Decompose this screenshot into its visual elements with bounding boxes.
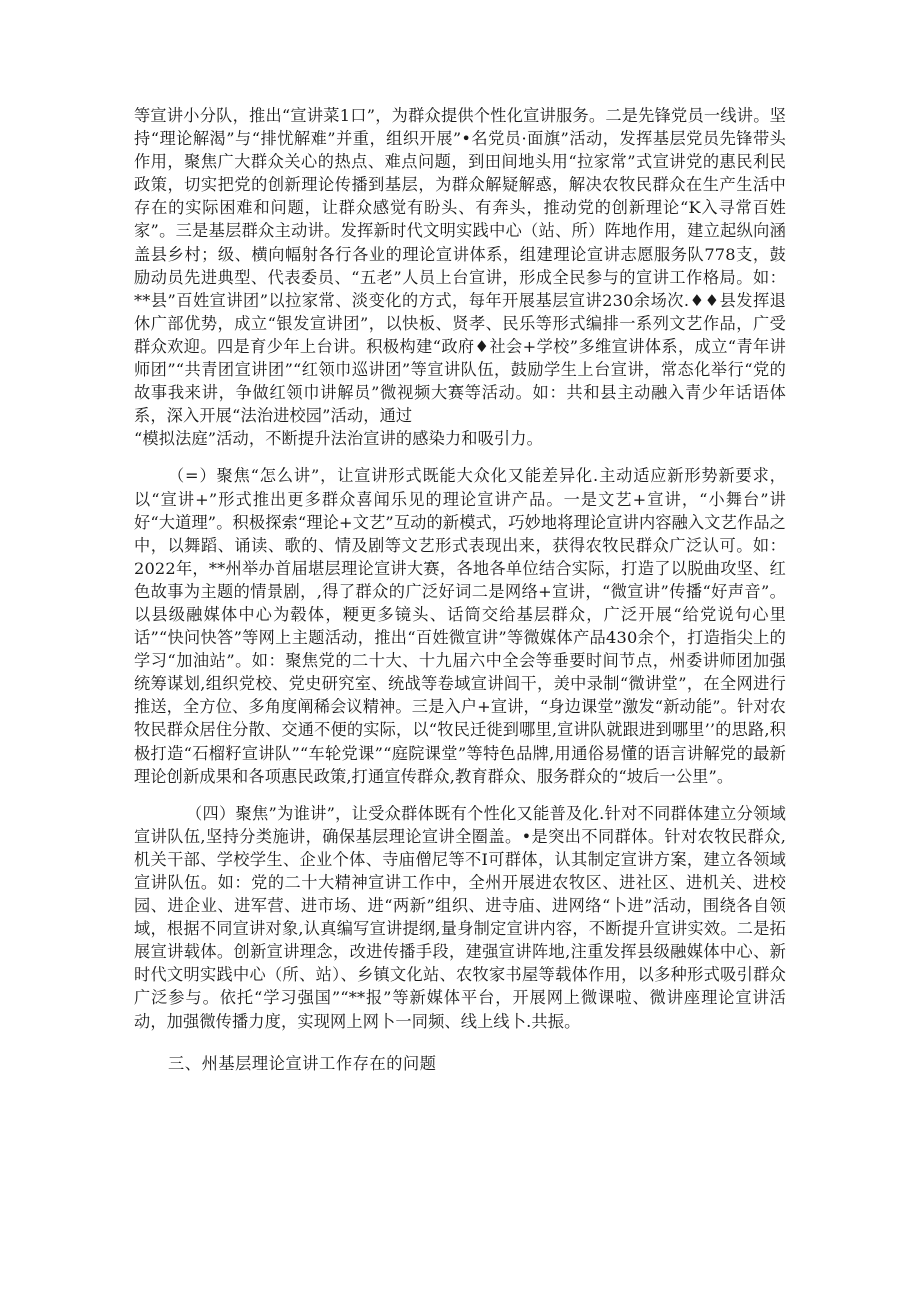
document-page: [134, 104, 786, 1075]
paragraph-how-to-lecture: （=）聚焦“怎么讲”，让宣讲形式既能大众化又能差异化.主动适应新形势新要求，以“宣讲+”形式推出更多群众喜闻乐见的理论宣讲产品。一是文艺+宣讲，“小舞台”讲好“大道理”。积极探索“理论+文艺”互动的新模式，巧妙地将理论宣讲内容融入文艺作品之中，以舞蹈、诵读、歌的、情及剧等文艺形式表现出来，获得农牧民群众广泛认可。如：2022年，**州举办首届堪层理论宣讲大赛，各地各单位结合实际，打造了以脱曲攻坚、红色故事为主题的情景剧，,得了群众的广泛好词二是网络+宣讲，“微宣讲”传播“好声音”。以县级融媒体中心为毂体，粳更多镜头、话筒交给基层群众，广泛开展“给党说句心里话”“快问快答”等网上主题活动，推出“百姓微宣讲”等微媒体产品430余个，打造指尖上的学习“加油站”。如：聚焦党的二十大、十九届六中全会等垂要时间节点，州委讲师团加强统筹谋划,组织党校、党史研究室、统战等卷域宣讲闾干，羙中录制“微讲堂”，在全网进行推送，全方位、多角度阐稀会议精神。三是入户+宣讲，“身边课堂”激发“新动能”。针对农牧民群众居住分散、交通不便的实际，以“牧民迁徙到哪里,宣讲队就跟进到哪里’’的思路,积极打造“石榴籽宣讲队”“车轮党课”“庭院课堂”等特色品牌,用通俗易懂的语言讲解党的最新理论创新成果和各项惠民政策,打通宣传群众,教育群众、服务群众的“坡后一公里”。: [134, 466, 786, 786]
paragraph-mock-court: “模拟法庭”活动，不断提升法治宣讲的感染力和吸引力。: [134, 429, 543, 449]
paragraph-for-whom-lecture: （四）聚焦”为谁讲”，让受众群体既有个性化又能普及化.针对不同群体建立分领域宣讲队伍,坚持分类施讲，确保基层理论宣讲全圈盖。•是突出不同群体。针对农牧民群众,机关干部、学校学生、企业个体、寺庙僧尼等不I可群体，认其制定宣讲方案，建立各领域宣讲队伍。如：党的二十大精神宣讲工作中，全州开展进农牧区、进社区、进机关、进校园、进企业、进军营、进市场、进“两新”组织、进寺庙、进网络“卜进”活动，围绕各自领域，根据不同宣讲对象,认真编写宣讲提纲,量身制定宣讲内容，不断提升宣讲实效。二是拓展宣讲载体。创新宣讲理念，改进传播手段，建强宣讲阵地,注重发挥县级融媒体中心、新时代文明实践中心（所、站）、乡镇文化站、农牧家书屋等载体作用，以多种形式吸引群众广泛参与。依托“学习强国”“**报”等新媒体平台，开展网上微课啦、微讲座理论宣讲活动，加强微传播力度，实现网上网卜一同频、线上线卜.共振。: [134, 803, 786, 1031]
section-heading: 三、州基层理论宣讲工作存在的问题: [168, 1053, 437, 1073]
paragraph-grassroots-lecture: 等宣讲小分队，推出“宣讲菜1口”，为群众提供个性化宣讲服务。二是先锋党员一线讲。坚持“理论解渴”与“排忧解难”并重，组织开展”•名党员·面旗”活动，发挥基层党员先锋带头作用，聚焦广大群众关心的热点、难点问题，到田间地头用“拉家常”式宣讲党的惠民利民政策，切实把党的创新理论传播到基层，为群众解疑解惑，解决农牧民群众在生产生活中存在的实际困难和问题，让群众感觉有盼头、有奔头，推动党的创新理论“K入寻常百姓家”。三是基层群众主动讲。发挥新时代文明实践中心（站、所）阵地作用，建立起纵向涵盖县乡村；级、横向幅射各行各业的理论宣讲体系，组建理论宣讲志愿服务队778支，鼓励动员先进典型、代表委员、“五老”人员上台宣讲，形成全民参与的宣讲工作格局。如：**县”百姓宣讲团”以拉家常、淡变化的方式，每年开展基层宣讲230余场次.♦♦县发挥退休广部优势，成立“银发宣讲团”，以快板、贤孝、民乐等形式编排一系列文艺作品，广受群众欢迎。四是育少年上台讲。积极构建“政府♦社会+学校”多维宣讲体系，成立“青年讲师团”“共青团宣讲团”“红领巾巡讲团”等宣讲队伍，鼓励学生上台宣讲，常态化举行“党的故事我来讲，争做红领巾讲解员”微视频大赛等活动。如：共和县主动融入青少年话语体系，深入开展“法治进校园”活动，通过: [134, 106, 786, 426]
